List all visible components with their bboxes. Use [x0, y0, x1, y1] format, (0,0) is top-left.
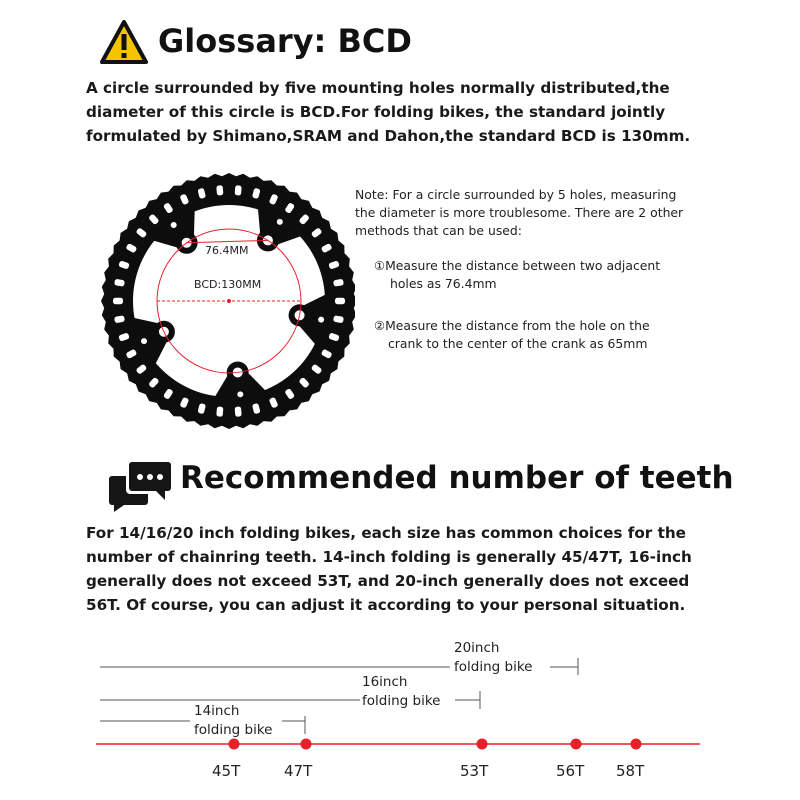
tick-dot-56t: [571, 739, 582, 750]
glossary-paragraph: [86, 76, 690, 148]
chainring-image: [95, 160, 355, 430]
arm-cutout: [318, 317, 324, 323]
tick-label-56t: 56T: [556, 762, 585, 780]
glossary-title: Glossary: BCD: [158, 22, 412, 60]
tick-dot-47t: [301, 739, 312, 750]
teeth-title: Recommended number of teeth: [180, 460, 734, 496]
bike-label-size: 16inch: [362, 674, 408, 690]
glossary-line: diameter of this circle is BCD.For folding bikes, the standard jointly: [86, 103, 666, 121]
note-line: Note: For a circle surrounded by 5 holes, measuring: [355, 187, 677, 202]
arm-cutout: [237, 391, 243, 397]
chat-bubbles-icon: [108, 460, 172, 512]
arm-cutout: [277, 219, 283, 225]
method-line: ①Measure the distance between two adjacent: [374, 258, 661, 273]
tick-label-45t: 45T: [212, 762, 241, 780]
ring-hole: [235, 185, 242, 195]
bike-label-type: folding bike: [194, 722, 273, 738]
bike-label-size: 20inch: [454, 640, 500, 656]
method-one: [374, 257, 660, 293]
bike-label-type: folding bike: [454, 659, 533, 675]
arm-cutout: [171, 222, 177, 228]
teeth-line: For 14/16/20 inch folding bikes, each size has common choices for the: [86, 524, 686, 542]
ring-hole: [235, 406, 242, 416]
bike-label-type: folding bike: [362, 693, 441, 709]
bike-label-size: 14inch: [194, 703, 240, 719]
glossary-line: formulated by Shimano,SRAM and Dahon,the standard BCD is 130mm.: [86, 127, 691, 145]
method-line: crank to the center of the crank as 65mm: [388, 336, 648, 351]
adjacent-hole-line: [187, 240, 268, 242]
teeth-paragraph: [86, 521, 692, 617]
glossary-line: A circle surrounded by five mounting holes normally distributed,the: [86, 79, 670, 97]
tick-label-53t: 53T: [460, 762, 489, 780]
method-line: ②Measure the distance from the hole on the: [374, 318, 650, 333]
bike-label-16inch: [362, 673, 440, 711]
tick-label-47t: 47T: [284, 762, 313, 780]
tick-dot-58t: [631, 739, 642, 750]
tick-label-58t: 58T: [616, 762, 645, 780]
bike-label-20inch: [454, 639, 532, 677]
warning-icon: [100, 19, 148, 65]
tick-dot-45t: [229, 739, 240, 750]
bike-label-14inch: [194, 702, 272, 740]
note-line: methods that can be used:: [355, 223, 522, 238]
teeth-line: number of chainring teeth. 14-inch folding is generally 45/47T, 16-inch: [86, 548, 692, 566]
ring-label-bcd: BCD:130MM: [194, 278, 262, 291]
ring-label-short: 76.4MM: [205, 244, 249, 257]
method-two: [374, 317, 650, 353]
ring-hole: [216, 185, 223, 195]
note-text: [355, 186, 683, 240]
tick-dot-53t: [477, 739, 488, 750]
ring-hole: [216, 406, 223, 416]
teeth-scale: [0, 630, 800, 800]
ring-hole: [335, 298, 345, 304]
arm-cutout: [141, 338, 147, 344]
chainring-diagram: [95, 160, 355, 430]
teeth-line: generally does not exceed 53T, and 20-inch generally does not exceed: [86, 572, 690, 590]
ring-hole: [113, 298, 123, 304]
method-line: holes as 76.4mm: [390, 276, 497, 291]
note-line: the diameter is more troublesome. There are 2 other: [355, 205, 684, 220]
teeth-line: 56T. Of course, you can adjust it according to your personal situation.: [86, 596, 686, 614]
center-dot: [227, 299, 231, 303]
